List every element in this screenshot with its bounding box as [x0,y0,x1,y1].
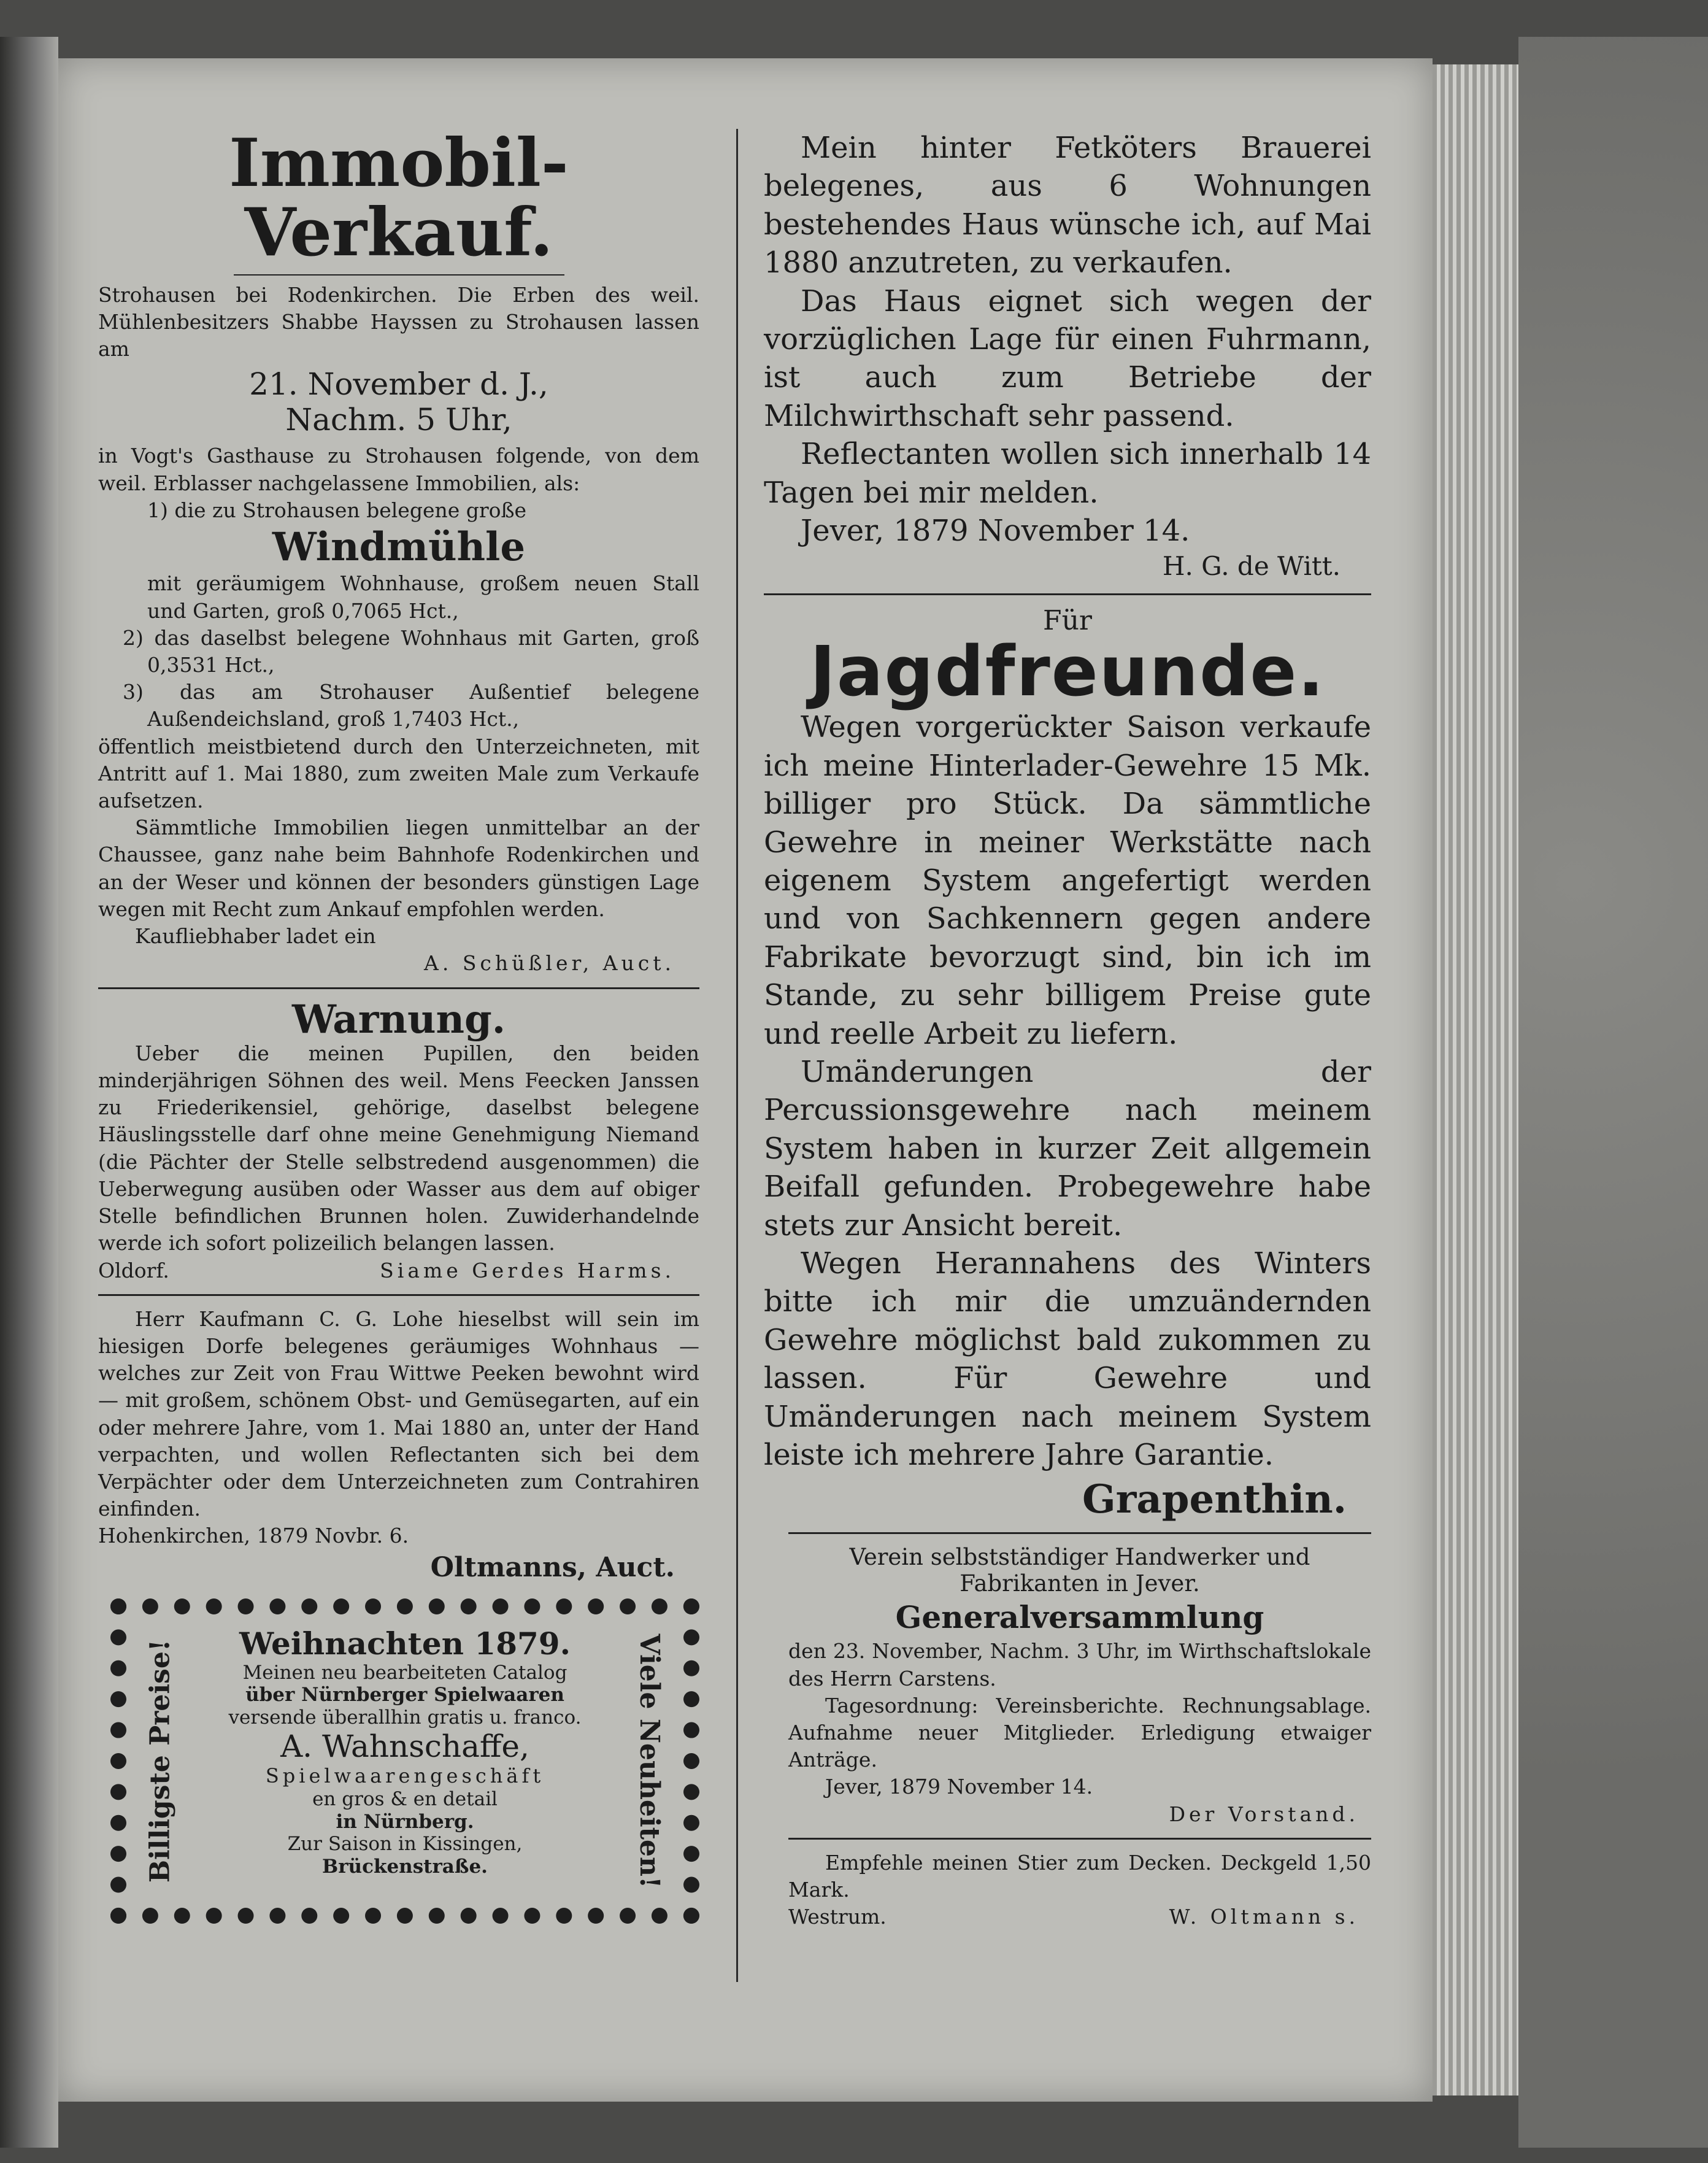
ad-heading: Generalversammlung [895,1599,1264,1636]
item-2: 2) das daselbst belegene Wohnhaus mit Garten, groß 0,3531 Hct., [123,625,699,677]
company-type: Spielwaarengeschäft [265,1764,545,1788]
ad-title: Immobil-Verkauf. [229,125,569,272]
ad-body: Wegen Herannahens des Winters bitte ich mir die umzuändernden Gewehre möglichst bald zukommen zu lassen. Für Gewehre und Umänderungen nach meinem System leiste ich mehrere Jahre Garantie. [764,1246,1371,1472]
ad-body: Wegen vorgerückter Saison verkaufe ich meine Hinterlader-Gewehre 15 Mk. billiger pro Stück. Da sämmtliche Gewehre in meiner Werkstätte nach eigenem System angefertigt werden und von Sachkennern gegen andere Fabrikate bevorzugt sind, bin ich im Stande, zu sehr billigem Preise gute und reelle Arbeit zu liefern. [764,710,1371,1051]
place: Oldorf. [98,1258,169,1282]
ad-body: Reflectanten wollen sich innerhalb 14 Tagen bei mir melden. [764,437,1371,510]
ad-verein [764,1544,1371,1828]
place-date: Jever, 1879 November 14. [801,513,1190,548]
ad-warnung [98,996,699,1284]
ad-lohe [98,1306,699,1586]
divider [98,1294,699,1296]
ad-title: Jagdfreunde. [810,631,1325,712]
street-line: Brückenstraße. [322,1855,488,1878]
left-column [98,125,699,1924]
company-city: in Nürnberg. [336,1810,474,1833]
location-text: Sämmtliche Immobilien liegen unmittelbar an der Chaussee, ganz nahe beim Bahnhofe Rodenkirchen und an der Weser und können der besonders günstigen Lage wegen mit Recht zum Ankauf empfohlen werden. [98,815,699,921]
ad-body: Herr Kaufmann C. G. Lohe hieselbst will sein im hiesigen Dorfe belegenes geräumiges Wohnhaus — welches zur Zeit von Frau Wittwe Peeken bewohnt wird — mit großem, schönem Obst- und Gemüsegarten, auf ein oder mehrere Jahre, vom 1. Mai 1880 an, unter der Hand verpachten, und wollen Reflectanten sich bei dem Verpächter oder dem Unterzeichneten zum Contrahiren einfinden. [98,1306,699,1521]
ad-footer [98,1257,699,1284]
place: Westrum. [788,1905,887,1929]
vertical-text-left: Billigste Preise! [144,1639,176,1883]
ad-body: Umänderungen der Percussionsgewehre nach meinem System haben in kurzer Zeit allgemein Beifall gefunden. Probegewehre habe stets zur Ansicht bereit. [764,1055,1371,1243]
page-stack-edges [1433,64,1518,2096]
meeting-date: den 23. November, Nachm. 3 Uhr, im Wirthschaftslokale des Herrn Carstens. [788,1639,1371,1691]
divider [788,1838,1371,1840]
catalog-line: Meinen neu bearbeiteten Catalog [242,1661,567,1684]
auction-date: 21. November d. J., [249,366,548,403]
invite-text: Kaufliebhaber ladet ein [135,924,376,949]
ad-footer [788,1903,1371,1930]
ad-body: Ueber die meinen Pupillen, den beiden minderjährigen Söhnen des weil. Mens Feecken Janssen zu Friederikensiel, gehörige, daselbst belegene Häuslingsstelle darf ohne meine Genehmigung Niemand (die Pächter der Stelle selbstredend ausgenommen) die Ueberwegung ausüben oder Wasser aus dem auf obiger Stelle befindlichen Brunnen holen. Zuwiderhandelnde werde ich sofort polizeilich belangen lassen. [98,1041,699,1255]
company-name: A. Wahnschaffe, [280,1729,529,1765]
auction-time: Nachm. 5 Uhr, [285,402,512,438]
signature: A. Schüßler, Auct. [424,951,675,976]
ad-body: Mein hinter Fetköters Brauerei belegenes, aus 6 Wohnungen bestehendes Haus wünsche ich, auf Mai 1880 anzutreten, zu verkaufen. [764,131,1371,280]
ad-body: Das Haus eignet sich wegen der vorzüglichen Lage für einen Fuhrmann, ist auch zum Betriebe der Milchwirthschaft sehr passend. [764,283,1371,433]
ad-weihnachten-frame [110,1598,699,1924]
ad-intro: Strohausen bei Rodenkirchen. Die Erben des weil. Mühlenbesitzers Shabbe Hayssen zu Strohausen lassen am [98,282,699,361]
ad-immobil-verkauf [98,125,699,977]
signature: Grapenthin. [1082,1476,1347,1523]
catalog-line: versende überallhin gratis u. franco. [228,1706,582,1729]
signature: Siame Gerdes Harms. [380,1258,675,1282]
ad-de-witt [764,129,1371,584]
left-page-edge [0,37,58,2148]
agenda: Tagesordnung: Vereinsberichte. Rechnungsablage. Aufnahme neuer Mitglieder. Erledigung etwaiger Anträge. [788,1693,1371,1772]
windmill-heading: Windmühle [272,524,526,571]
divider [788,1532,1371,1534]
item-3: 3) das am Strohauser Außentief belegene Außendeichsland, groß 1,7403 Hct., [123,680,699,731]
catalog-line: über Nürnberger Spielwaaren [245,1684,564,1706]
divider [764,593,1371,595]
divider [234,274,564,276]
ad-pretitle: Für [1043,604,1092,636]
divider [98,987,699,989]
signature: Der Vorstand. [1169,1802,1359,1826]
ad-title: Verein selbstständiger Handwerker und [849,1544,1310,1571]
ad-body: Empfehle meinen Stier zum Decken. Deckgeld 1,50 Mark. [788,1850,1371,1902]
company-detail: en gros & en detail [312,1788,498,1811]
sale-text: öffentlich meistbietend durch den Unterzeichneten, mit Antritt auf 1. Mai 1880, zum zweiten Male zum Verkaufe aufsetzen. [98,734,699,813]
book-cover [1518,37,1708,2148]
season-line: Zur Saison in Kissingen, [287,1833,523,1856]
signature: W. Oltmann s. [1169,1905,1359,1929]
vertical-text-right: Viele Neuheiten! [634,1633,666,1888]
ad-jagdfreunde [764,605,1371,1522]
frame-content [200,1625,610,1878]
place-date: Jever, 1879 November 14. [825,1775,1093,1799]
place-date: Hohenkirchen, 1879 Novbr. 6. [98,1524,409,1548]
signature: Oltmanns, Auct. [430,1551,675,1583]
column-divider [736,129,738,1982]
ad-title: Fabrikanten in Jever. [960,1570,1200,1597]
right-column [764,129,1371,1930]
ad-title: Warnung. [291,996,506,1043]
signature: H. G. de Witt. [1162,551,1341,582]
ad-title: Weihnachten 1879. [239,1625,571,1662]
ad-stier [764,1849,1371,1931]
auction-place: in Vogt's Gasthause zu Strohausen folgende, von dem weil. Erblasser nachgelassene Immobilien, als: [98,444,699,495]
item-1: 1) die zu Strohausen belegene große [147,498,527,522]
windmill-description: mit geräumigem Wohnhause, großem neuen Stall und Garten, groß 0,7065 Hct., [147,571,699,623]
